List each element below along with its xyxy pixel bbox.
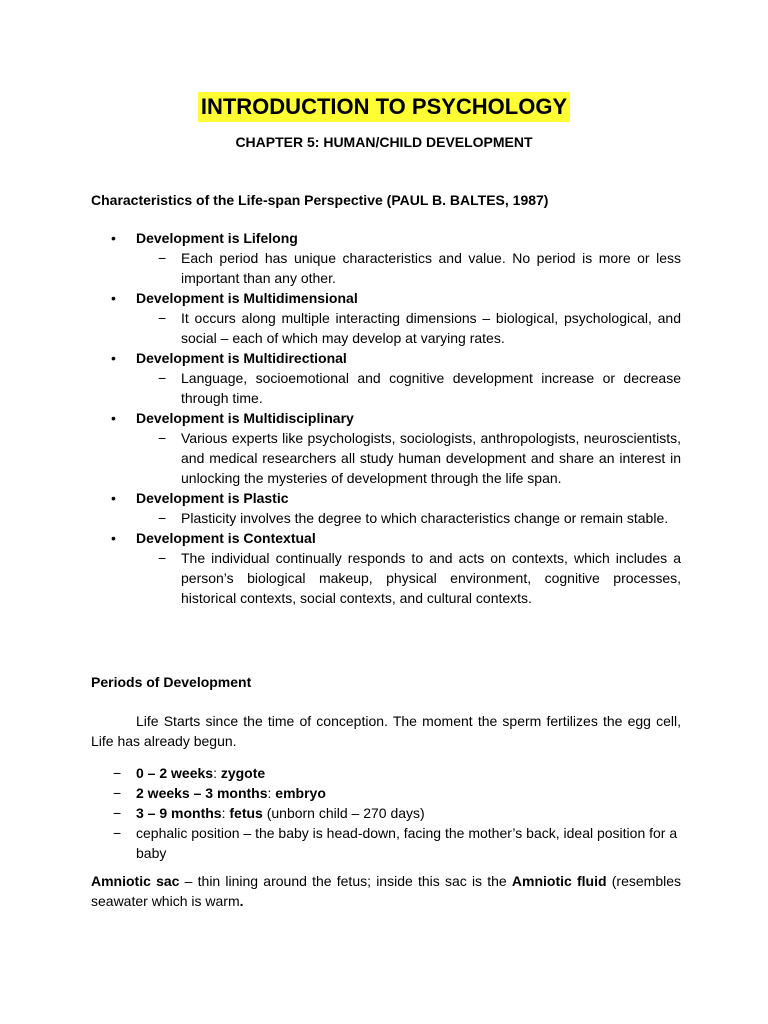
characteristic-detail xyxy=(91,248,681,288)
characteristic-label: Development is Multidisciplinary xyxy=(136,410,354,426)
cephalic-note: cephalic position – the baby is head-down, facing the mother’s back, ideal position for a baby xyxy=(136,825,678,861)
characteristic-detail-text: The individual continually responds to and acts on contexts, which includes a person’s biological makeup, physical environment, cognitive processes, historical contexts, social contexts, and cultural contexts. xyxy=(181,550,681,606)
period-stage: embryo xyxy=(275,785,326,801)
period-separator: : xyxy=(267,785,276,801)
dash-icon: − xyxy=(113,825,122,841)
dash-icon: − xyxy=(158,550,167,566)
amniotic-text-1: – thin lining around the fetus; inside this sac is the xyxy=(179,873,512,889)
characteristic-detail-text: Various experts like psychologists, sociologists, anthropologists, neuroscientists, and medical researchers all study human development and share an interest in unlocking the mysteries of development through the life span. xyxy=(181,430,681,486)
period-range: 0 – 2 weeks xyxy=(136,765,214,781)
characteristic-detail xyxy=(91,548,681,608)
dash-icon: − xyxy=(158,250,167,266)
characteristics-list xyxy=(91,228,681,608)
bullet-icon: • xyxy=(111,490,116,506)
characteristic-label: Development is Multidirectional xyxy=(136,350,347,366)
bullet-icon: • xyxy=(111,530,116,546)
bullet-icon: • xyxy=(111,350,116,366)
characteristic-label: Development is Multidimensional xyxy=(136,290,358,306)
list-item xyxy=(91,488,681,508)
characteristic-detail-text: Language, socioemotional and cognitive development increase or decrease through time. xyxy=(181,370,681,406)
characteristic-detail xyxy=(91,428,681,488)
amniotic-sac-term: Amniotic sac xyxy=(91,873,180,889)
period-stage: fetus xyxy=(229,805,263,821)
bullet-icon: • xyxy=(111,290,116,306)
characteristic-detail-text: Plasticity involves the degree to which characteristics change or remain stable. xyxy=(181,510,669,526)
characteristic-detail xyxy=(91,308,681,348)
characteristic-label: Development is Plastic xyxy=(136,490,289,506)
section-heading-lifespan: Characteristics of the Life-span Perspective (PAUL B. BALTES, 1987) xyxy=(91,192,549,208)
dash-icon: − xyxy=(158,430,167,446)
bullet-icon: • xyxy=(111,410,116,426)
list-item xyxy=(91,408,681,428)
chapter-heading: CHAPTER 5: HUMAN/CHILD DEVELOPMENT xyxy=(235,134,533,150)
period-separator: : xyxy=(221,805,230,821)
amniotic-fluid-term: Amniotic fluid xyxy=(511,873,607,889)
characteristic-label: Development is Lifelong xyxy=(136,230,298,246)
title-container xyxy=(0,92,768,122)
intro-paragraph: Life Starts since the time of conception. The moment the sperm fertilizes the egg cell, Life has already begun. xyxy=(91,713,681,749)
characteristic-label: Development is Contextual xyxy=(136,530,316,546)
dash-icon: − xyxy=(113,765,122,781)
dash-icon: − xyxy=(158,370,167,386)
amniotic-text-2: (resembles seawater which is warm xyxy=(91,873,682,909)
list-item xyxy=(91,783,681,803)
amniotic-end-mark: . xyxy=(239,893,244,909)
list-item xyxy=(91,528,681,548)
list-item xyxy=(91,348,681,368)
list-item xyxy=(91,763,681,783)
period-stage: zygote xyxy=(220,765,266,781)
list-item xyxy=(91,803,681,823)
amniotic-paragraph xyxy=(91,871,681,911)
dash-icon: − xyxy=(158,310,167,326)
period-range: 3 – 9 months xyxy=(136,805,222,821)
characteristic-detail xyxy=(91,508,681,528)
document-title: INTRODUCTION TO PSYCHOLOGY xyxy=(198,92,570,122)
characteristic-detail-text: Each period has unique characteristics and value. No period is more or less important than any other. xyxy=(181,250,681,286)
bullet-icon: • xyxy=(111,230,116,246)
list-item xyxy=(91,288,681,308)
characteristic-detail-text: It occurs along multiple interacting dimensions – biological, psychological, and social – each of which may develop at varying rates. xyxy=(181,310,681,346)
list-item xyxy=(91,823,681,863)
dash-icon: − xyxy=(113,785,122,801)
period-separator: : xyxy=(213,765,221,781)
periods-list xyxy=(91,763,681,863)
period-range: 2 weeks – 3 months xyxy=(136,785,268,801)
section-heading-periods: Periods of Development xyxy=(91,674,252,690)
list-item xyxy=(91,228,681,248)
period-note: (unborn child – 270 days) xyxy=(262,805,425,821)
dash-icon: − xyxy=(113,805,122,821)
dash-icon: − xyxy=(158,510,167,526)
characteristic-detail xyxy=(91,368,681,408)
